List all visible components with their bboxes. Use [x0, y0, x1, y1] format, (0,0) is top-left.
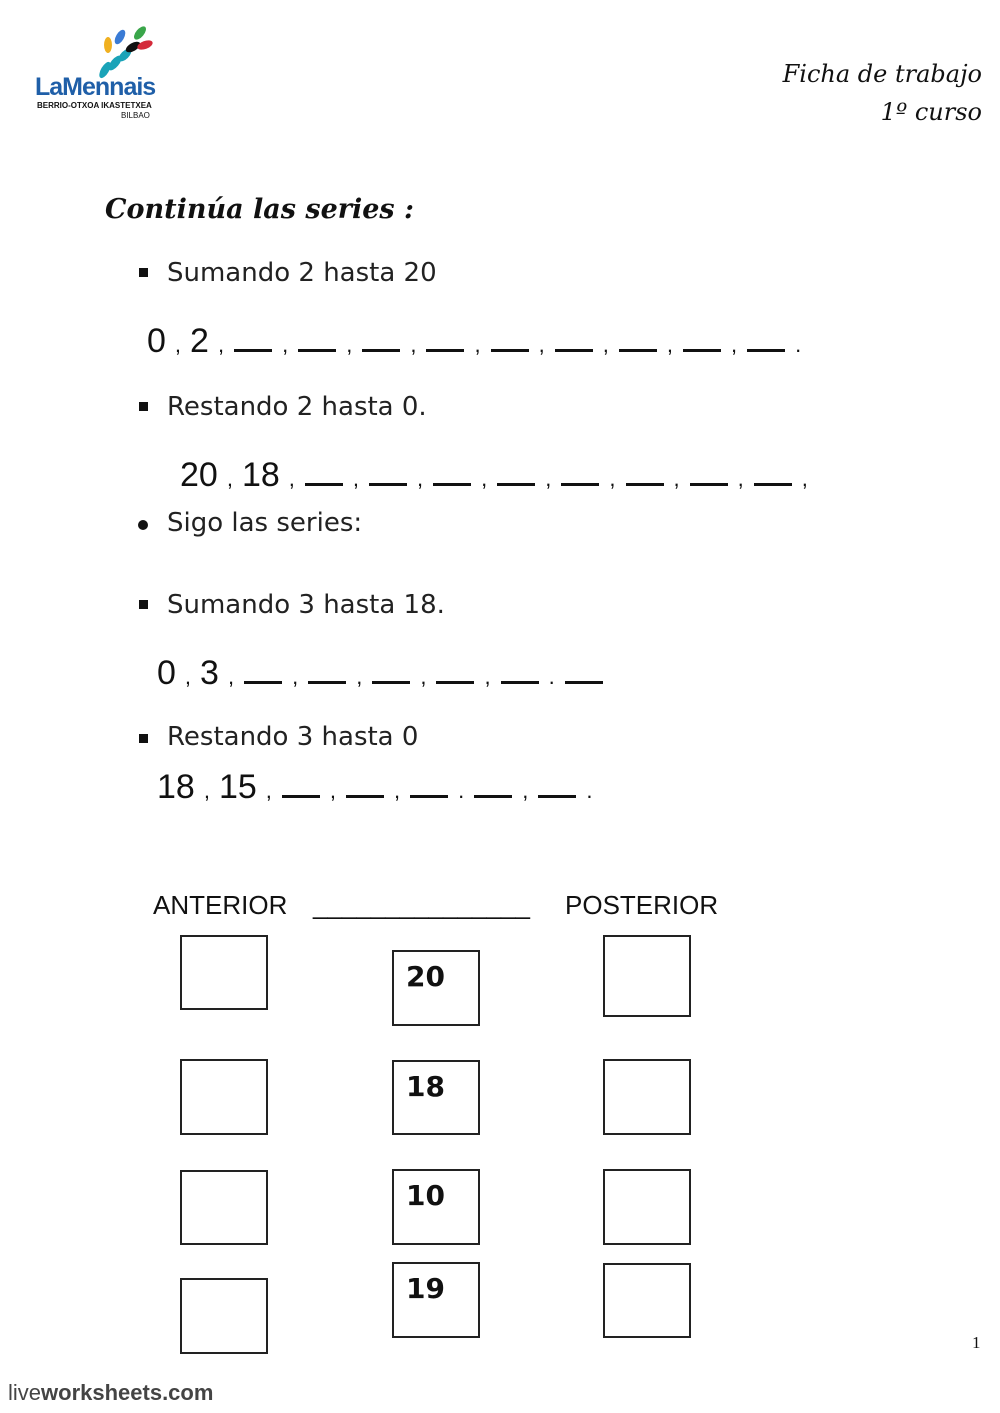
- answer-blank[interactable]: [555, 348, 593, 352]
- answer-blank[interactable]: [683, 348, 721, 352]
- series-number: 0: [147, 322, 166, 360]
- section-label: Restando 3 hasta 0: [167, 722, 419, 752]
- separator: ,: [288, 466, 295, 491]
- series-number: 18: [241, 456, 280, 494]
- series-number: 15: [218, 768, 257, 806]
- logo: [35, 25, 165, 125]
- separator: ,: [474, 332, 481, 357]
- separator: ,: [417, 466, 424, 491]
- separator: ,: [538, 332, 545, 357]
- answer-blank[interactable]: [747, 348, 785, 352]
- separator: ,: [346, 332, 353, 357]
- series-number: 2: [190, 322, 209, 360]
- section-label: Sumando 3 hasta 18.: [167, 590, 445, 620]
- separator: ,: [394, 778, 401, 803]
- answer-blank[interactable]: [433, 482, 471, 486]
- bullet-icon: [139, 402, 148, 411]
- subheading: Sigo las series:: [167, 508, 363, 538]
- answer-blank[interactable]: [244, 680, 282, 684]
- answer-blank[interactable]: [426, 348, 464, 352]
- answer-box-anterior[interactable]: [180, 1278, 268, 1354]
- series-number: 3: [200, 654, 219, 692]
- answer-blank[interactable]: [690, 482, 728, 486]
- answer-blank[interactable]: [501, 680, 539, 684]
- number-box: [392, 1262, 480, 1338]
- answer-blank[interactable]: [362, 348, 400, 352]
- number-box: [392, 950, 480, 1026]
- separator: ,: [410, 332, 417, 357]
- series-line: [143, 322, 806, 361]
- anterior-label: ANTERIOR: [153, 890, 288, 920]
- separator: ,: [801, 466, 808, 491]
- separator: ,: [217, 332, 225, 357]
- answer-box-posterior[interactable]: [603, 1263, 691, 1338]
- series-number: 18: [157, 768, 195, 806]
- header-course: 1º curso: [880, 98, 982, 126]
- answer-blank[interactable]: [372, 680, 410, 684]
- separator: ,: [226, 466, 233, 491]
- answer-blank[interactable]: [436, 680, 474, 684]
- answer-blank[interactable]: [308, 680, 346, 684]
- answer-blank[interactable]: [234, 348, 272, 352]
- bullet-icon: [138, 520, 148, 530]
- separator: ,: [356, 664, 363, 689]
- separator: ,: [730, 332, 738, 357]
- separator: ,: [329, 778, 337, 803]
- page-number: 1: [972, 1333, 981, 1352]
- page-heading: Continúa las series :: [105, 194, 414, 225]
- section-label: Sumando 2 hasta 20: [167, 258, 437, 288]
- footer-brand[interactable]: [8, 1380, 213, 1406]
- answer-blank[interactable]: [626, 482, 664, 486]
- separator: ,: [673, 466, 680, 491]
- answer-box-posterior[interactable]: [603, 1059, 691, 1135]
- brand-light: live: [8, 1380, 42, 1405]
- separator: ,: [265, 778, 272, 803]
- separator: ,: [420, 664, 427, 689]
- answer-blank[interactable]: [369, 482, 407, 486]
- answer-blank[interactable]: [754, 482, 792, 486]
- separator: ,: [484, 664, 491, 689]
- series-line: [153, 768, 598, 807]
- answer-box-anterior[interactable]: [180, 1059, 268, 1135]
- separator: ,: [609, 466, 616, 491]
- answer-blank[interactable]: [298, 348, 336, 352]
- answer-blank[interactable]: [346, 794, 384, 798]
- separator: ,: [292, 664, 299, 689]
- number: 20: [406, 960, 445, 993]
- posterior-label: POSTERIOR: [565, 890, 719, 920]
- series-number: 20: [180, 456, 218, 494]
- bullet-icon: [139, 734, 148, 743]
- logo-line1: BERRIO-OTXOA IKASTETXEA: [37, 101, 152, 110]
- answer-blank[interactable]: [565, 680, 603, 684]
- separator: ,: [666, 332, 673, 357]
- separator: .: [795, 332, 802, 357]
- answer-blank[interactable]: [619, 348, 657, 352]
- number: 18: [406, 1070, 445, 1103]
- separator: ,: [352, 466, 360, 491]
- separator: ,: [227, 664, 235, 689]
- separator: ,: [174, 332, 182, 357]
- answer-blank[interactable]: [474, 794, 512, 798]
- number: 19: [406, 1272, 445, 1305]
- series-line: [153, 654, 608, 693]
- number: 10: [406, 1179, 445, 1212]
- separator: .: [458, 778, 465, 803]
- label-separator: _______________: [313, 890, 530, 920]
- separator: ,: [203, 778, 210, 803]
- bullet-icon: [139, 268, 148, 277]
- separator: ,: [522, 778, 529, 803]
- separator: .: [586, 778, 593, 803]
- answer-blank[interactable]: [561, 482, 599, 486]
- series-line: [176, 456, 813, 495]
- answer-box-anterior[interactable]: [180, 1170, 268, 1245]
- section-label: Restando 2 hasta 0.: [167, 392, 427, 422]
- answer-box-posterior[interactable]: [603, 935, 691, 1017]
- answer-blank[interactable]: [497, 482, 535, 486]
- bullet-icon: [139, 600, 148, 609]
- series-number: 0: [157, 654, 176, 692]
- answer-box-anterior[interactable]: [180, 935, 268, 1010]
- logo-name: LaMennais: [35, 73, 156, 101]
- separator: ,: [481, 466, 488, 491]
- separator: ,: [737, 466, 744, 491]
- brand-bold: worksheets.com: [41, 1380, 214, 1405]
- answer-blank[interactable]: [410, 794, 448, 798]
- answer-blank[interactable]: [305, 482, 343, 486]
- answer-blank[interactable]: [538, 794, 576, 798]
- answer-box-posterior[interactable]: [603, 1169, 691, 1245]
- logo-line2: BILBAO: [121, 111, 150, 120]
- separator: ,: [545, 466, 552, 491]
- answer-blank[interactable]: [491, 348, 529, 352]
- number-box: [392, 1060, 480, 1135]
- header-title: Ficha de trabajo: [782, 60, 982, 88]
- separator: ,: [184, 664, 192, 689]
- separator: ,: [282, 332, 289, 357]
- separator: ,: [602, 332, 609, 357]
- answer-blank[interactable]: [282, 794, 320, 798]
- separator: .: [548, 664, 555, 689]
- number-box: [392, 1169, 480, 1245]
